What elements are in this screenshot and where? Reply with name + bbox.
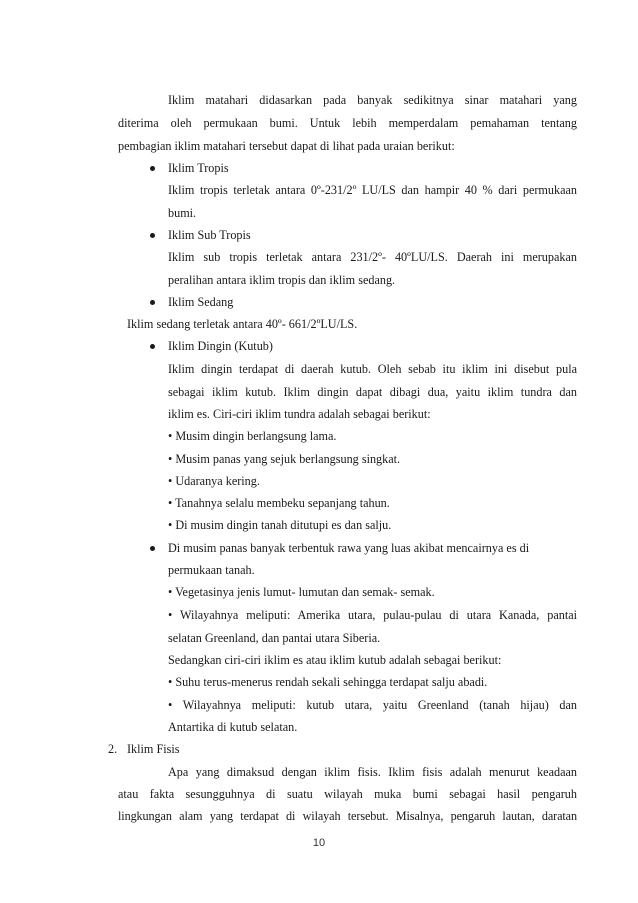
- dingin-item-5: • Di musim dingin tanah ditutupi es dan salju.: [168, 518, 392, 532]
- intro-line-2: diterima oleh permukaan bumi. Untuk lebih memperdalam pemahaman tentang: [118, 116, 577, 130]
- intro-line-3: pembagian iklim matahari tersebut dapat di lihat pada uraian berikut:: [118, 139, 455, 153]
- bullet-tropis: [150, 166, 155, 171]
- musim-panas-item-4: • Wilayahnya meliputi: kutub utara, yaitu Greenland (tanah hijau) dan: [168, 698, 577, 712]
- section-title: Iklim Fisis: [127, 742, 180, 756]
- musim-panas-line-1: permukaan tanah.: [168, 563, 255, 577]
- musim-panas-item-2: • Wilayahnya meliputi: Amerika utara, pulau-pulau di utara Kanada, pantai: [168, 608, 577, 622]
- dingin-title: Iklim Dingin (Kutub): [168, 339, 273, 353]
- page-number: 10: [312, 837, 326, 849]
- tropis-line-1: Iklim tropis terletak antara 0º-231/2º LU/LS dan hampir 40 % dari permukaan: [168, 183, 577, 197]
- sedang-line: Iklim sedang terletak antara 40º- 661/2ºLU/LS.: [127, 317, 358, 331]
- bullet-subtropis: [150, 233, 155, 238]
- section-number: 2.: [108, 742, 118, 756]
- subtropis-title: Iklim Sub Tropis: [168, 228, 251, 242]
- fisis-line-1: Apa yang dimaksud dengan iklim fisis. Iklim fisis adalah menurut keadaan: [168, 765, 577, 779]
- musim-panas-line-8: Antartika di kutub selatan.: [168, 720, 298, 734]
- musim-panas-title: Di musim panas banyak terbentuk rawa yang luas akibat mencairnya es di: [168, 541, 530, 555]
- tropis-title: Iklim Tropis: [168, 161, 229, 175]
- intro-line-1: Iklim matahari didasarkan pada banyak sedikitnya sinar matahari yang: [168, 93, 577, 107]
- tropis-line-2: bumi.: [168, 206, 197, 220]
- musim-panas-item-1: • Vegetasinya jenis lumut- lumutan dan semak- semak.: [168, 585, 435, 599]
- dingin-item-2: • Musim panas yang sejuk berlangsung singkat.: [168, 452, 401, 466]
- dingin-item-4: • Tanahnya selalu membeku sepanjang tahun.: [168, 496, 390, 510]
- musim-panas-item-3: • Suhu terus-menerus rendah sekali sehingga terdapat salju abadi.: [168, 675, 488, 689]
- bullet-sedang: [150, 300, 155, 305]
- fisis-line-2: atau fakta sesungguhnya di suatu wilayah muka bumi sebagai hasil pengaruh: [118, 787, 577, 801]
- dingin-item-3: • Udaranya kering.: [168, 474, 260, 488]
- fisis-line-3: lingkungan alam yang terdapat di wilayah tersebut. Misalnya, pengaruh lautan, daratan: [118, 809, 577, 823]
- subtropis-line-2: peralihan antara iklim tropis dan iklim sedang.: [168, 273, 396, 287]
- dingin-line-1: Iklim dingin terdapat di daerah kutub. Oleh sebab itu iklim ini disebut pula: [168, 362, 577, 376]
- sedang-title: Iklim Sedang: [168, 295, 234, 309]
- musim-panas-line-5: Sedangkan ciri-ciri iklim es atau iklim kutub adalah sebagai berikut:: [168, 653, 502, 667]
- musim-panas-line-4: selatan Greenland, dan pantai utara Siberia.: [168, 631, 381, 645]
- dingin-item-1: • Musim dingin berlangsung lama.: [168, 429, 337, 443]
- bullet-dingin: [150, 344, 155, 349]
- bullet-musim-panas: [150, 546, 155, 551]
- dingin-line-3: iklim es. Ciri-ciri iklim tundra adalah sebagai berikut:: [168, 407, 431, 421]
- dingin-line-2: sebagai iklim kutub. Iklim dingin dapat dibagi dua, yaitu iklim tundra dan: [168, 385, 577, 399]
- subtropis-line-1: Iklim sub tropis terletak antara 231/2º- 40ºLU/LS. Daerah ini merupakan: [168, 250, 577, 264]
